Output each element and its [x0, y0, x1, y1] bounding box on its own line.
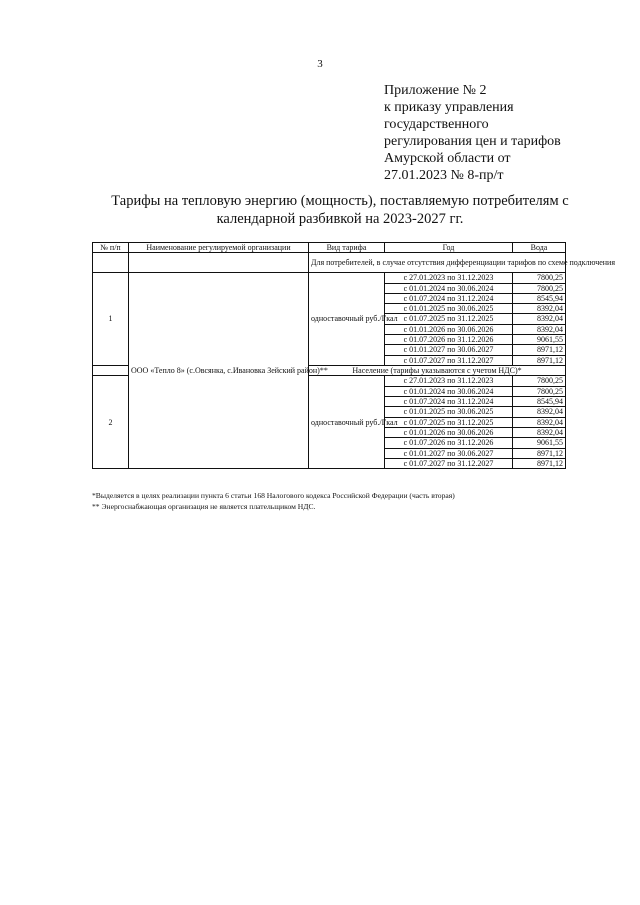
water-value-cell: 9061,55 — [513, 335, 566, 345]
water-value-cell: 8392,04 — [513, 407, 566, 417]
appendix-line: Амурской области от — [384, 151, 511, 166]
header-tariff-type: Вид тарифа — [309, 243, 385, 253]
tariff-type: одноставочный руб./Гкал — [309, 376, 385, 469]
water-value-cell: 8971,12 — [513, 458, 566, 468]
period-cell: с 01.07.2024 по 31.12.2024 — [385, 397, 513, 407]
table-body — [93, 253, 616, 469]
period-cell: с 01.01.2027 по 30.06.2027 — [385, 448, 513, 458]
period-cell: с 01.07.2027 по 31.12.2027 — [385, 458, 513, 468]
header-org: Наименование регулируемой организации — [129, 243, 309, 253]
water-value-cell: 8971,12 — [513, 345, 566, 355]
water-value-cell: 8392,04 — [513, 304, 566, 314]
water-value-cell: 8392,04 — [513, 417, 566, 427]
row-number: 1 — [93, 273, 129, 366]
title-line-1: Тарифы на тепловую энергию (мощность), поставляемую потребителям с — [111, 193, 569, 209]
water-value-cell: 7800,25 — [513, 376, 566, 386]
group-heading: Для потребителей, в случае отсутствия дифференциации тарифов по схеме подключения — [309, 253, 566, 273]
empty-cell — [93, 365, 129, 376]
period-cell: с 01.07.2024 по 31.12.2024 — [385, 293, 513, 303]
appendix-line: регулирования цен и тарифов — [384, 134, 561, 149]
period-cell: с 01.07.2025 по 31.12.2025 — [385, 417, 513, 427]
footnote-1: *Выделяется в целях реализации пункта 6 статьи 168 Налогового кодекса Российской Федерации (часть вторая) — [92, 491, 455, 500]
period-cell: с 01.07.2027 по 31.12.2027 — [385, 355, 513, 365]
row-number: 2 — [93, 376, 129, 469]
water-value-cell: 8392,04 — [513, 314, 566, 324]
period-cell: с 01.01.2025 по 30.06.2025 — [385, 304, 513, 314]
water-value-cell: 8971,12 — [513, 448, 566, 458]
period-cell: с 27.01.2023 по 31.12.2023 — [385, 273, 513, 283]
water-value-cell: 8545,94 — [513, 397, 566, 407]
tariff-type: одноставочный руб./Гкал — [309, 273, 385, 366]
table-header-row — [93, 243, 566, 253]
group-heading-row — [93, 253, 566, 273]
appendix-line: государственного — [384, 117, 489, 132]
appendix-line: 27.01.2023 № 8-пр/т — [384, 168, 504, 183]
water-value-cell: 7800,25 — [513, 283, 566, 293]
period-cell: с 01.01.2026 по 30.06.2026 — [385, 324, 513, 334]
header-water: Вода — [513, 243, 566, 253]
tariff-table — [92, 242, 616, 469]
water-value-cell: 8545,94 — [513, 293, 566, 303]
empty-cell — [129, 253, 309, 273]
period-cell: с 01.01.2026 по 30.06.2026 — [385, 427, 513, 437]
group-heading: Население (тарифы указываются с учетом НДС)* — [309, 365, 566, 376]
page-number: 3 — [317, 58, 323, 70]
water-value-cell: 8971,12 — [513, 355, 566, 365]
footnotes — [92, 490, 572, 512]
water-value-cell: 8392,04 — [513, 324, 566, 334]
water-value-cell: 7800,25 — [513, 273, 566, 283]
title-line-2: календарной разбивкой на 2023-2027 гг. — [216, 211, 464, 227]
empty-cell — [93, 253, 129, 273]
appendix-line: Приложение № 2 — [384, 83, 487, 98]
period-cell: с 01.01.2024 по 30.06.2024 — [385, 386, 513, 396]
water-value-cell: 7800,25 — [513, 386, 566, 396]
period-cell: с 01.07.2026 по 31.12.2026 — [385, 438, 513, 448]
document-title — [100, 192, 580, 228]
appendix-line: к приказу управления — [384, 100, 514, 115]
water-value-cell: 8392,04 — [513, 427, 566, 437]
period-cell: с 01.01.2024 по 30.06.2024 — [385, 283, 513, 293]
footnote-2: ** Энергоснабжающая организация не является плательщиком НДС. — [92, 502, 316, 511]
header-num: № п/п — [93, 243, 129, 253]
appendix-header — [384, 82, 614, 184]
table-row — [93, 273, 566, 283]
period-cell: с 01.07.2025 по 31.12.2025 — [385, 314, 513, 324]
organization-name: ООО «Тепло 8» (с.Овсянка, с.Ивановка Зейский район)** — [129, 273, 309, 469]
period-cell: с 01.01.2025 по 30.06.2025 — [385, 407, 513, 417]
period-cell: с 27.01.2023 по 31.12.2023 — [385, 376, 513, 386]
water-value-cell: 9061,55 — [513, 438, 566, 448]
header-year: Год — [385, 243, 513, 253]
period-cell: с 01.07.2026 по 31.12.2026 — [385, 335, 513, 345]
period-cell: с 01.01.2027 по 30.06.2027 — [385, 345, 513, 355]
